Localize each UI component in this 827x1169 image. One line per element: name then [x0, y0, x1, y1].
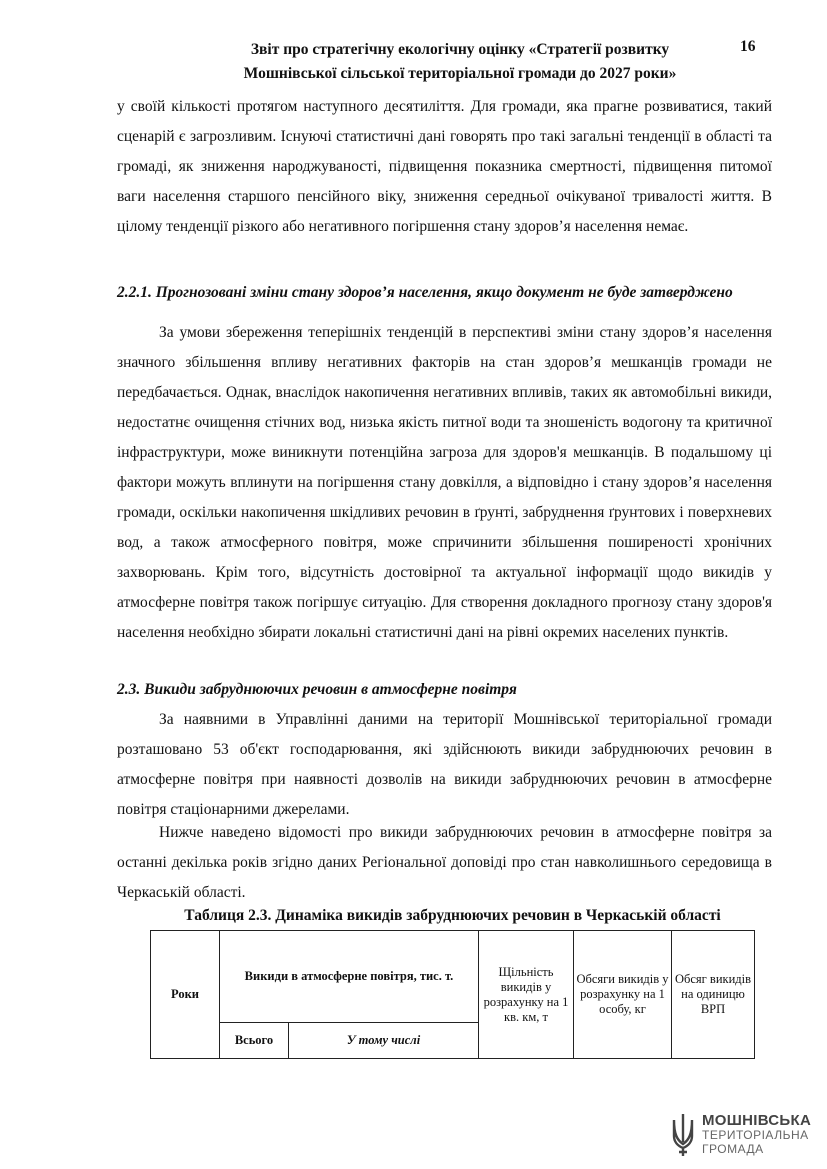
header-title-line1: Звіт про стратегічну екологічну оцінку «Стратегії розвитку	[250, 41, 670, 58]
subheader-including: У тому числі	[289, 1023, 479, 1059]
header-density: Щільність викидів у розрахунку на 1 кв. км, т	[479, 931, 574, 1059]
page-number: 16	[740, 38, 756, 55]
logo-line1: МОШНІВСЬКА	[702, 1112, 812, 1129]
header-per-capita: Обсяги викидів у розрахунку на 1 особу, кг	[574, 931, 672, 1059]
header-emissions: Викиди в атмосферне повітря, тис. т.	[220, 931, 479, 1023]
header-title-line2: Мошнівської сільської територіальної громади до 2027 роки»	[243, 65, 677, 82]
logo-text	[702, 1114, 811, 1156]
logo-line3: ГРОМАДА	[702, 1142, 764, 1156]
paragraph-intro: у своїй кількості протягом наступного десятиліття. Для громади, яка прагне розвиватися, такий сценарій є загрозливим. Існуючі статистичні дані говорять про такі загальні тенденції в області та громаді, як зниження народжуваності, підвищення показника смертності, підвищення питомої ваги населення старшого пенсійного віку, зниження середньої очікуваної тривалості життя. В цілому тенденції різкого або негативного погіршення стану здоров’я населення немає.	[117, 98, 772, 235]
section-heading-2-3: 2.3. Викиди забруднюючих речовин в атмосферне повітря	[117, 681, 517, 698]
table-caption: Таблиця 2.3. Динаміка викидів забруднюючих речовин в Черкаській області	[184, 907, 721, 924]
page-header	[200, 38, 720, 86]
subheader-total: Всього	[220, 1023, 289, 1059]
paragraph-forecast: За умови збереження теперішніх тенденцій в перспективі зміни стану здоров’я населення значного збільшення впливу негативних факторів на стан здоров’я мешканців громади не передбачається. Однак, внаслідок накопичення негативних впливів, таких як автомобільні викиди, недостатнє очищення стічних вод, низька якість питної води та зношеність водогону та критичної інфраструктури, може виникнути потенційна загроза для здоров'я мешканців. В подальшому ці фактори можуть вплинути на погіршення стану довкілля, а відповідно і стану здоров’я населення громади, оскільки накопичення шкідливих речовин в ґрунті, забруднення ґрунтових і поверхневих вод, а також атмосферного повітря, може спричинити збільшення поширеності хронічних захворювань. Крім того, відсутність достовірної та актуальної інформації щодо викидів у атмосферне повітря також погіршує ситуацію. Для створення докладного прогнозу стану здоров'я населення необхідно збирати локальні статистичні дані на рівні окремих населених пунктів.	[117, 324, 772, 641]
header-years: Роки	[151, 931, 220, 1059]
emissions-table	[150, 930, 755, 1059]
community-logo	[668, 1112, 812, 1162]
header-per-grp: Обсяг викидів на одиницю ВРП	[672, 931, 755, 1059]
logo-line2: ТЕРИТОРІАЛЬНА	[702, 1128, 809, 1142]
section-heading-2-2-1: 2.2.1. Прогнозовані зміни стану здоров’я населення, якщо документ не буде затверджено	[117, 284, 733, 301]
paragraph-table-intro: Нижче наведено відомості про викиди забруднюючих речовин в атмосферне повітря за останні декілька років згідно даних Регіональної доповіді про стан навколишнього середовища в Черкаській області.	[117, 824, 772, 901]
trident-icon	[668, 1112, 698, 1158]
paragraph-emissions: За наявними в Управлінні даними на території Мошнівської територіальної громади розташовано 53 об'єкт господарювання, які здійснюють викиди забруднюючих речовин в атмосферне повітря при наявності дозволів на викиди забруднюючих речовин в атмосферне повітря стаціонарними джерелами.	[117, 711, 772, 818]
